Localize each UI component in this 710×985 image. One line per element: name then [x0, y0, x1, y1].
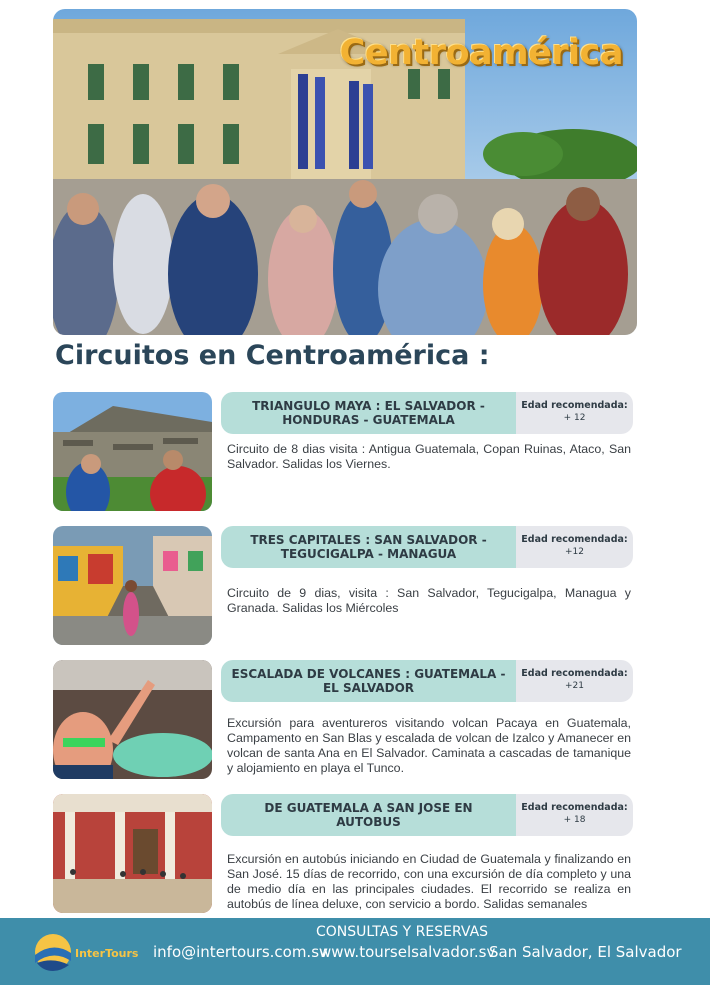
- age-recommendation: [516, 794, 633, 836]
- logo-globe-icon: [33, 931, 73, 973]
- tour-image-ruins: [53, 392, 212, 511]
- tour-description: Excursión para aventureros visitando volcan Pacaya en Guatemala, Campamento en San Blas y escalada de volcan de Izalco y Amanecer en volcan de santa Ana en El Salvador. Caminata a cascadas de tamanique y alojamiento en playa el Tunco.: [227, 716, 631, 775]
- footer-title: CONSULTAS Y RESERVAS: [316, 924, 489, 940]
- section-heading: Circuitos en Centroamérica :: [55, 340, 490, 371]
- footer-location: San Salvador, El Salvador: [489, 943, 682, 961]
- age-value: +12: [565, 547, 584, 557]
- tour-title: DE GUATEMALA A SAN JOSE EN AUTOBUS: [221, 794, 516, 836]
- tour-description: Excursión en autobús iniciando en Ciudad de Guatemala y finalizando en San José. 15 días de recorrido, con una excursión de día completo y una de medio día en las principales ciudades. El recorrido se realiza en autobús de línea deluxe, con servicio a bordo. Salidas semanales: [227, 852, 631, 911]
- age-recommendation: [516, 526, 633, 568]
- age-label: Edad recomendada:: [521, 534, 628, 545]
- footer-website[interactable]: www.tourselsalvador.sv: [319, 943, 496, 961]
- age-label: Edad recomendada:: [521, 802, 628, 813]
- tour-image-street: [53, 526, 212, 645]
- age-value: +21: [565, 681, 584, 691]
- tour-image-volcano: [53, 660, 212, 779]
- age-recommendation: [516, 392, 633, 434]
- age-recommendation: [516, 660, 633, 702]
- footer: [0, 918, 710, 985]
- age-label: Edad recomendada:: [521, 668, 628, 679]
- tour-description: Circuito de 8 dias visita : Antigua Guatemala, Copan Ruinas, Ataco, San Salvador. Salidas los Viernes.: [227, 442, 631, 471]
- age-label: Edad recomendada:: [521, 400, 628, 411]
- tour-description: Circuito de 9 dias, visita : San Salvador, Tegucigalpa, Managua y Granada. Salidas los Miércoles: [227, 586, 631, 615]
- tour-title: TRIANGULO MAYA : EL SALVADOR - HONDURAS - GUATEMALA: [221, 392, 516, 434]
- age-value: + 12: [563, 413, 586, 423]
- logo-text: InterTours: [75, 947, 139, 960]
- tour-title: ESCALADA DE VOLCANES : GUATEMALA - EL SALVADOR: [221, 660, 516, 702]
- tour-image-palace-hall: [53, 794, 212, 913]
- age-value: + 18: [563, 815, 586, 825]
- hero-title: Centroamérica: [339, 33, 623, 73]
- hero-image: [53, 9, 637, 335]
- footer-email[interactable]: info@intertours.com.sv: [153, 943, 328, 961]
- tour-title: TRES CAPITALES : SAN SALVADOR - TEGUCIGALPA - MANAGUA: [221, 526, 516, 568]
- intertours-logo: [33, 931, 139, 973]
